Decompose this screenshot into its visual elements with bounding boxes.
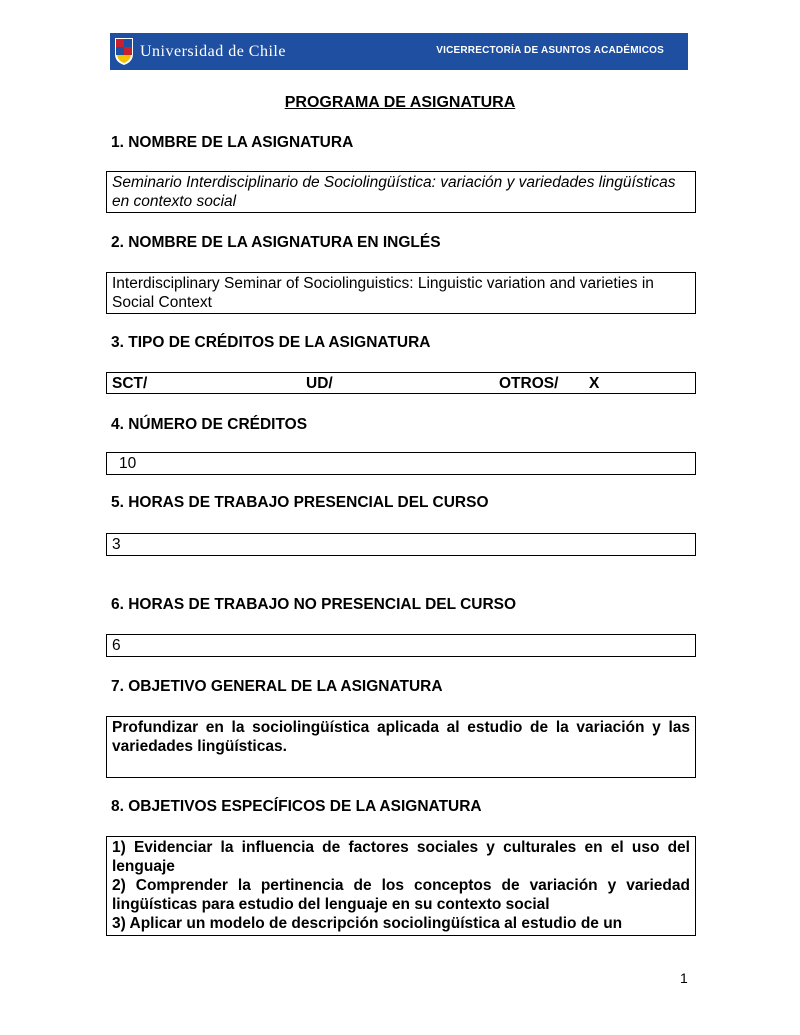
section-1-heading: 1. NOMBRE DE LA ASIGNATURA xyxy=(111,134,354,151)
specific-objective-item: 1) Evidenciar la influencia de factores sociales y culturales en el uso del lenguaje xyxy=(112,839,690,875)
section-8-heading: 8. OBJETIVOS ESPECÍFICOS DE LA ASIGNATURA xyxy=(111,798,482,815)
credit-type-box xyxy=(106,372,696,394)
specific-objective-item: 3) Aplicar un modelo de descripción sociolingüística al estudio de un xyxy=(112,915,623,932)
specific-objectives-box xyxy=(106,836,696,936)
non-presential-hours-box: 6 xyxy=(106,634,696,657)
section-5-heading: 5. HORAS DE TRABAJO PRESENCIAL DEL CURSO xyxy=(111,494,489,511)
university-name: Universidad de Chile xyxy=(140,43,286,60)
university-crest-icon xyxy=(114,36,134,66)
page-number: 1 xyxy=(680,970,688,986)
section-4-heading: 4. NÚMERO DE CRÉDITOS xyxy=(111,416,308,433)
page-title: PROGRAMA DE ASIGNATURA xyxy=(284,94,516,111)
section-3-heading: 3. TIPO DE CRÉDITOS DE LA ASIGNATURA xyxy=(111,334,431,351)
general-objective-box: Profundizar en la sociolingüística aplicada al estudio de la variación y las variedades lingüísticas. xyxy=(106,716,696,778)
section-2-heading: 2. NOMBRE DE LA ASIGNATURA EN INGLÉS xyxy=(111,234,441,251)
credits-number-box: 10 xyxy=(106,452,696,475)
course-name-box: Seminario Interdisciplinario de Sociolingüística: variación y variedades lingüísticas en contexto social xyxy=(106,171,696,213)
header-banner xyxy=(110,33,688,70)
course-name-english-box: Interdisciplinary Seminar of Sociolinguistics: Linguistic variation and varieties in Social Context xyxy=(106,272,696,314)
credit-sct-label: SCT/ xyxy=(112,375,148,392)
section-7-heading: 7. OBJETIVO GENERAL DE LA ASIGNATURA xyxy=(111,678,443,695)
presential-hours-box: 3 xyxy=(106,533,696,556)
credit-otros-mark: X xyxy=(589,375,600,392)
section-6-heading: 6. HORAS DE TRABAJO NO PRESENCIAL DEL CURSO xyxy=(111,596,517,613)
credit-ud-label: UD/ xyxy=(306,375,333,392)
specific-objective-item: 2) Comprender la pertinencia de los conceptos de variación y variedad lingüísticas para estudio del lenguaje en su contexto social xyxy=(112,877,690,913)
credit-otros-label: OTROS/ xyxy=(499,375,559,392)
vicerrectoria-label: VICERRECTORÍA DE ASUNTOS ACADÉMICOS xyxy=(436,45,664,56)
